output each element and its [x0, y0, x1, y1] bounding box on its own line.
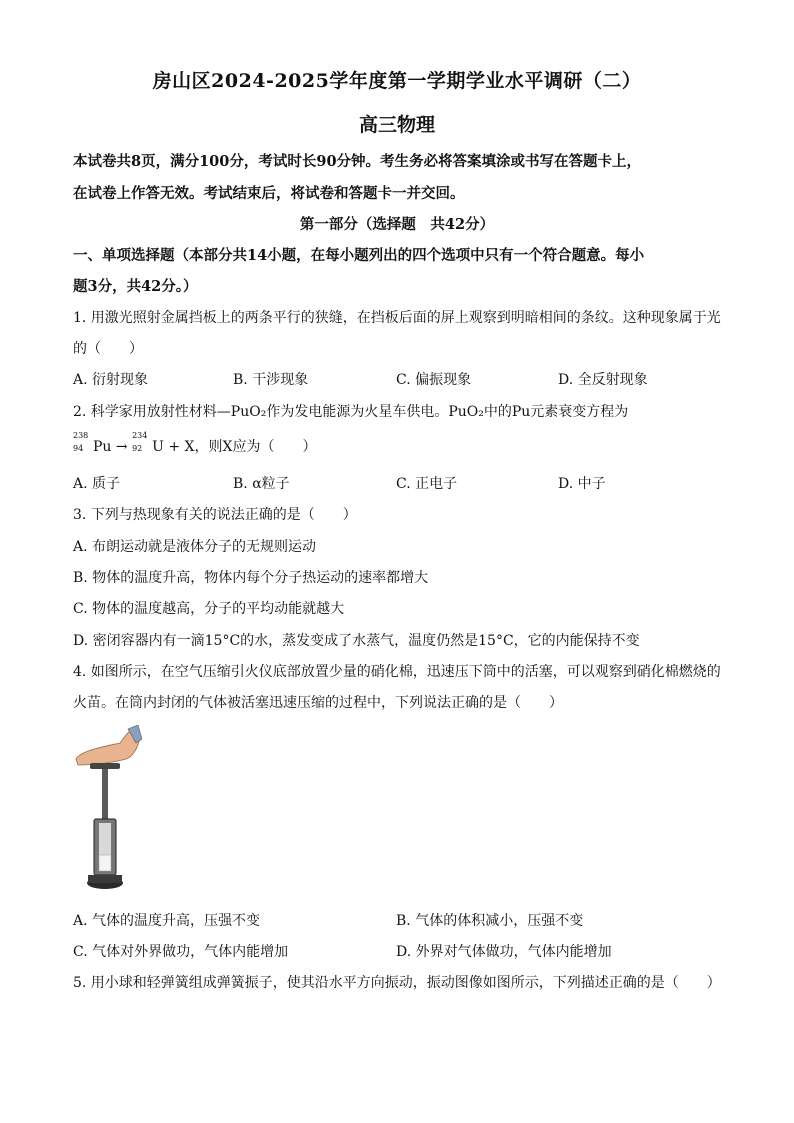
q4-stem-line-2: 火苗。在筒内封闭的气体被活塞迅速压缩的过程中，下列说法正确的是（ ） [73, 695, 563, 711]
q4-option-a: A. 气体的温度升高，压强不变 [73, 913, 261, 929]
base-top [88, 875, 122, 883]
q3-option-a: A. 布朗运动就是液体分子的无规则运动 [73, 539, 317, 555]
instructions-line-1: 本试卷共8页，满分100分，考试时长90分钟。考生务必将答案填涂或书写在答题卡上， [73, 153, 642, 170]
q1-option-b: B. 干涉现象 [233, 372, 309, 388]
section-instructions-line-1: 一、单项选择题（本部分共14小题，在每小题列出的四个选项中只有一个符合题意。每小 [73, 247, 645, 264]
q2-option-a: A. 质子 [73, 476, 121, 492]
section-instructions-line-2: 题3分，共42分。） [73, 278, 198, 295]
q4-option-d: D. 外界对气体做功，气体内能增加 [396, 944, 612, 960]
q1-stem-line-1: 1. 用激光照射金属挡板上的两条平行的狭缝，在挡板后面的屏上观察到明暗相间的条纹。这种现象属于光 [73, 310, 721, 326]
q2-equation-line [73, 431, 733, 456]
pu-nuclide [73, 431, 93, 455]
q4-option-b: B. 气体的体积减小，压强不变 [396, 913, 584, 929]
air-compression-igniter-figure [72, 725, 142, 895]
q1-option-a: A. 衍射现象 [73, 372, 149, 388]
q2-stem-tail: ，则X应为（ ） [194, 439, 317, 455]
instructions-line-2: 在试卷上作答无效。考试结束后，将试卷和答题卡一并交回。 [73, 185, 465, 202]
q1-option-d: D. 全反射现象 [558, 372, 648, 388]
decay-arrow: → [115, 439, 128, 455]
u-nuclide [132, 431, 152, 455]
piston-rod [102, 769, 108, 821]
q3-option-c: C. 物体的温度越高，分子的平均动能就越大 [73, 601, 345, 617]
q4-option-c: C. 气体对外界做功，气体内能增加 [73, 944, 289, 960]
pu-symbol: Pu [93, 439, 112, 455]
q2-option-b: B. α粒子 [233, 476, 290, 492]
q5-stem: 5. 用小球和轻弹簧组成弹簧振子，使其沿水平方向振动，振动图像如图所示，下列描述正确的是（ ） [73, 975, 721, 991]
q3-stem: 3. 下列与热现象有关的说法正确的是（ ） [73, 507, 357, 523]
q1-option-c: C. 偏振现象 [396, 372, 472, 388]
q2-stem-line-1: 2. 科学家用放射性材料—PuO₂作为发电能源为火星车供电。PuO₂中的Pu元素衰变方程为 [73, 404, 629, 420]
plus-x: + X [168, 439, 195, 455]
q2-option-d: D. 中子 [558, 476, 606, 492]
q3-option-d: D. 密闭容器内有一滴15°C的水，蒸发变成了水蒸气，温度仍然是15°C，它的内能保持不变 [73, 633, 640, 649]
part1-heading: 第一部分（选择题 共42分） [299, 216, 495, 233]
u-atomic-number: 92 [132, 444, 143, 453]
nitrocellulose [99, 855, 111, 871]
u-symbol: U [152, 439, 164, 455]
q4-stem-line-1: 4. 如图所示，在空气压缩引火仪底部放置少量的硝化棉，迅速压下筒中的活塞，可以观察到硝化棉燃烧的 [73, 664, 721, 680]
pu-mass-number: 238 [73, 431, 89, 440]
q1-stem-line-2: 的（ ） [73, 341, 143, 357]
q2-option-c: C. 正电子 [396, 476, 458, 492]
exam-subject: 高三物理 [358, 114, 435, 136]
exam-title: 房山区2024-2025学年度第一学期学业水平调研（二） [152, 70, 642, 92]
piston-knob [90, 763, 120, 769]
pu-atomic-number: 94 [73, 444, 84, 453]
q3-option-b: B. 物体的温度升高，物体内每个分子热运动的速率都增大 [73, 570, 429, 586]
u-mass-number: 234 [132, 431, 148, 440]
